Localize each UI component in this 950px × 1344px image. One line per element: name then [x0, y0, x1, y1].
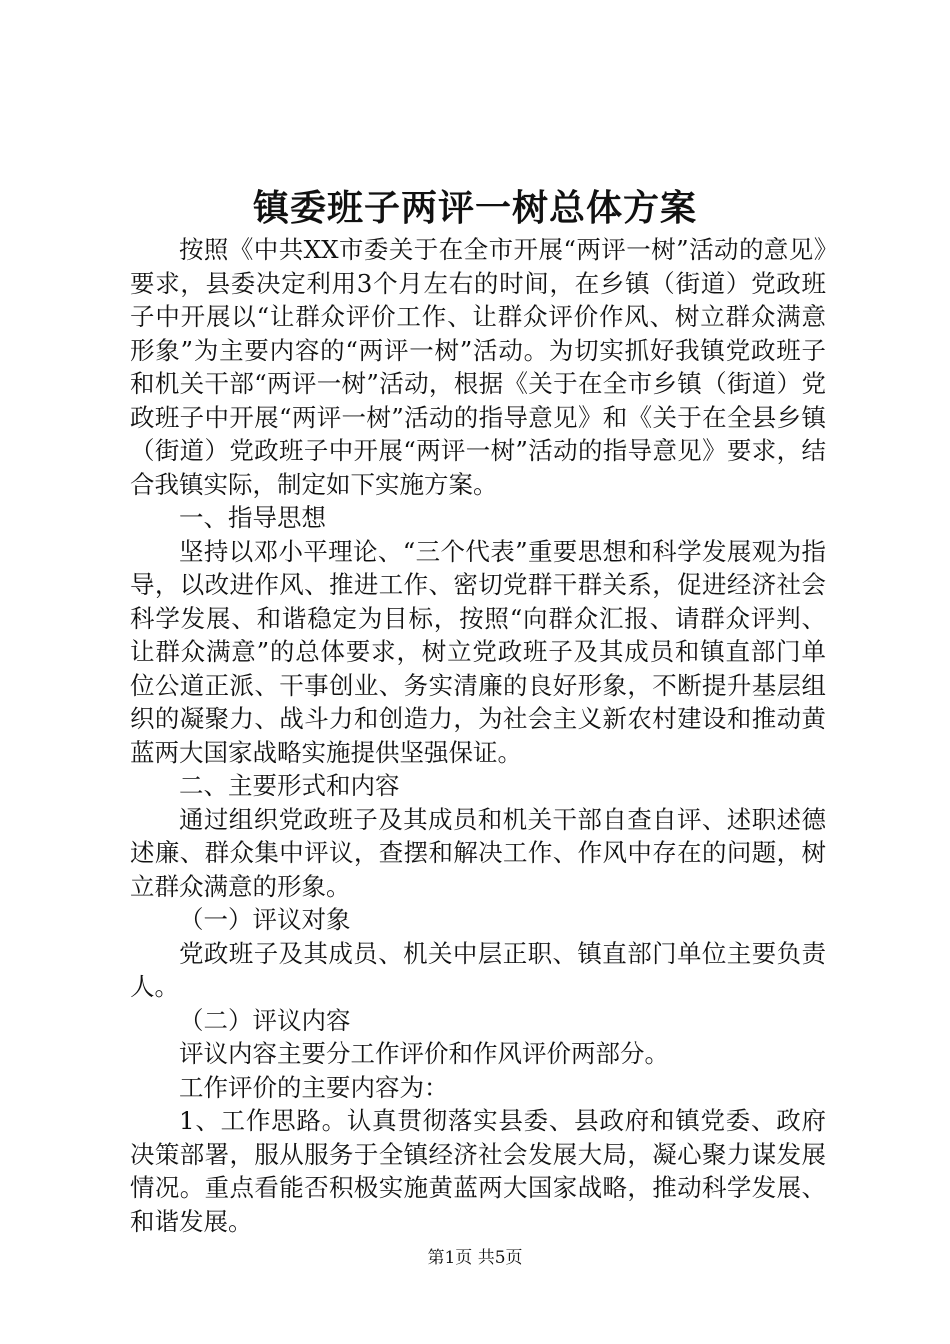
main-forms-paragraph: 通过组织党政班子及其成员和机关干部自查自评、述职述德述廉、群众集中评议，查摆和解决工作、作风中存在的问题，树立群众满意的形象。 [130, 804, 826, 901]
page-footer: 第1页 共5页 [427, 1248, 523, 1268]
document-body [130, 233, 826, 1238]
subsection-heading-review-content: （二）评议内容 [179, 1005, 351, 1035]
section-heading-main-forms: 二、主要形式和内容 [179, 771, 400, 800]
review-content-paragraph: 评议内容主要分工作评价和作风评价两部分。 [179, 1039, 669, 1068]
section-heading-guiding-ideology: 一、指导思想 [179, 503, 326, 532]
document-title: 镇委班子两评一树总体方案 [252, 187, 697, 229]
intro-paragraph: 按照《中共XX市委关于在全市开展“两评一树”活动的意见》要求，县委决定利用3个月左右的时间，在乡镇（街道）党政班子中开展以“让群众评价工作、让群众评价作风、树立群众满意形象”为主要内容的“两评一树”活动。为切实抓好我镇党政班子和机关干部“两评一树”活动，根据《关于在全市乡镇（街道）党政班子中开展“两评一树”活动的指导意见》和《关于在全县乡镇（街道）党政班子中开展“两评一树”活动的指导意见》要求，结合我镇实际，制定如下实施方案。 [130, 235, 826, 499]
guiding-ideology-paragraph: 坚持以邓小平理论、“三个代表”重要思想和科学发展观为指导，以改进作风、推进工作、密切党群干群关系，促进经济社会科学发展、和谐稳定为目标，按照“向群众汇报、请群众评判、让群众满意”的总体要求，树立党政班子及其成员和镇直部门单位公道正派、干事创业、务实清廉的良好形象，不断提升基层组织的凝聚力、战斗力和创造力，为社会主义新农村建设和推动黄蓝两大国家战略实施提供坚强保证。 [130, 536, 826, 767]
work-ideas-paragraph: 1、工作思路。认真贯彻落实县委、县政府和镇党委、政府决策部署，服从服务于全镇经济社会发展大局，凝心聚力谋发展情况。重点看能否积极实施黄蓝两大国家战略，推动科学发展、和谐发展。 [130, 1106, 826, 1236]
work-evaluation-intro: 工作评价的主要内容为： [179, 1072, 449, 1102]
subsection-heading-review-targets: （一）评议对象 [179, 905, 351, 934]
review-targets-paragraph: 党政班子及其成员、机关中层正职、镇直部门单位主要负责人。 [130, 938, 826, 1001]
